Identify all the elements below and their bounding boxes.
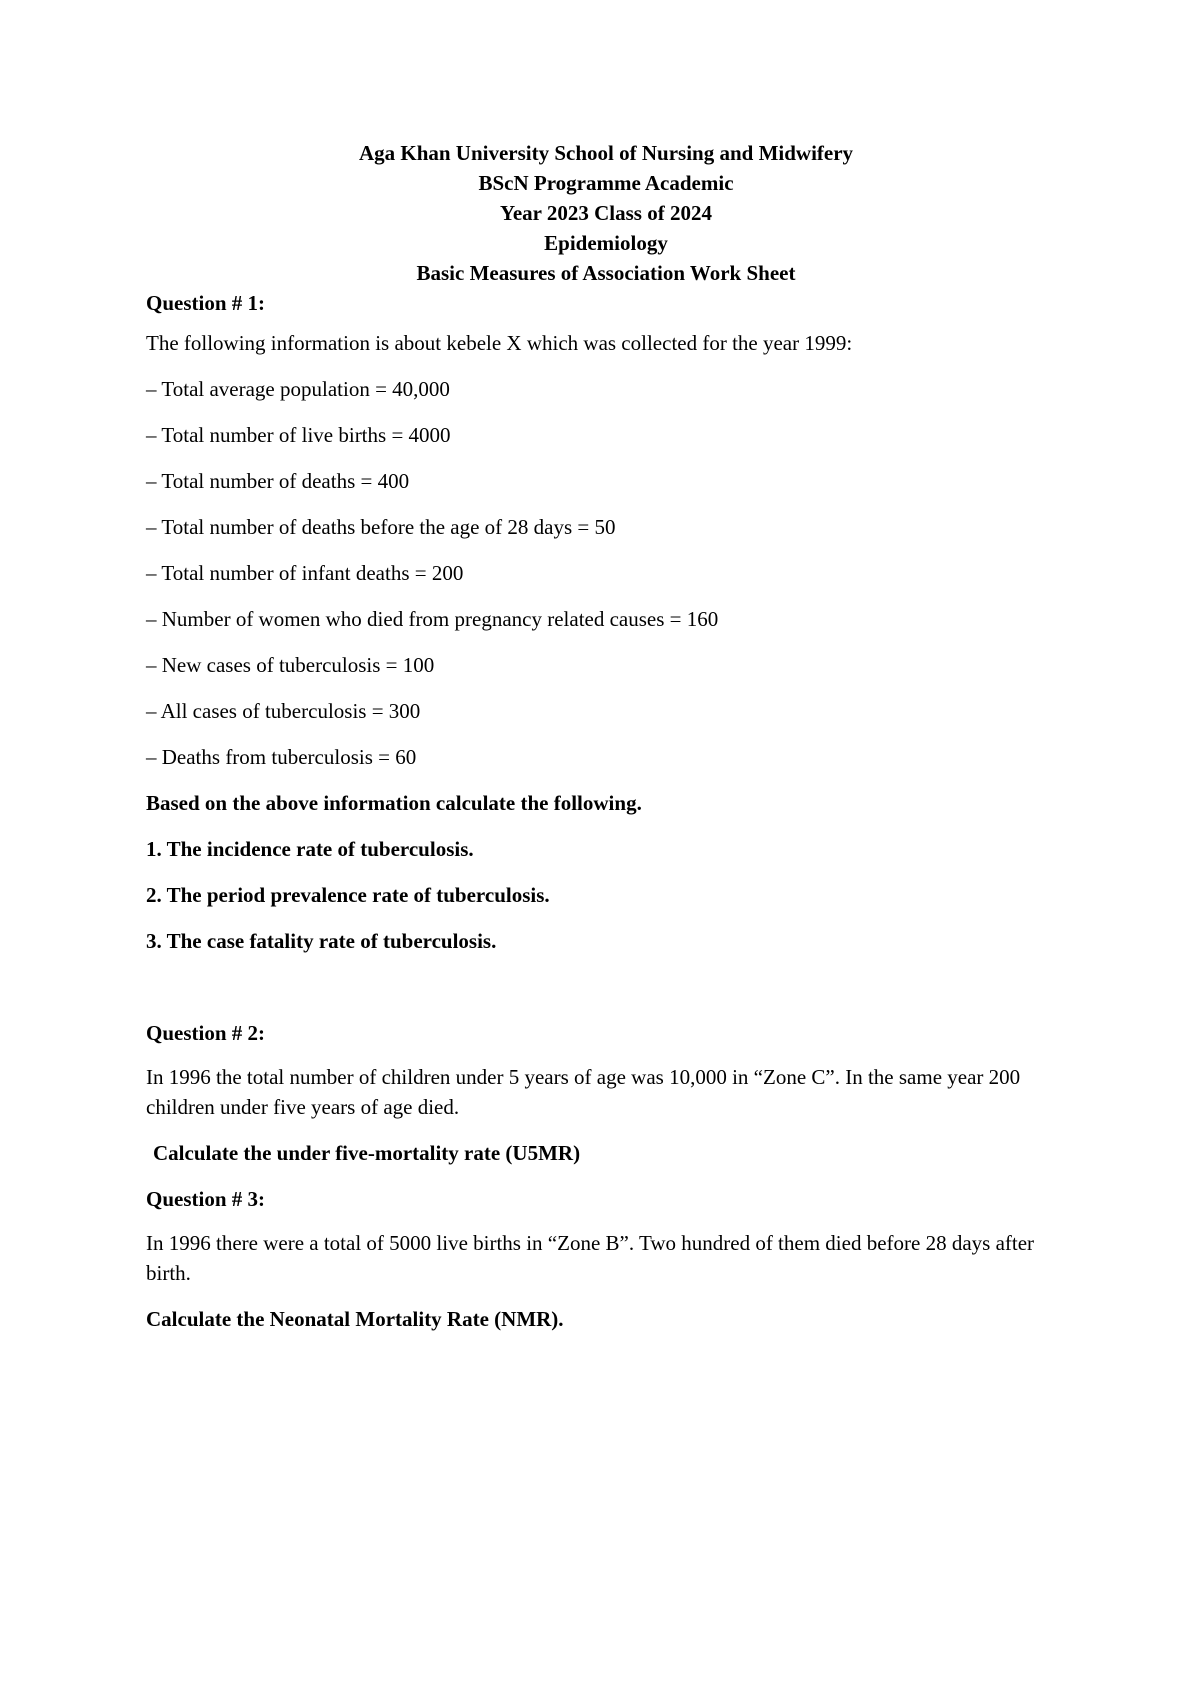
- question-3: [146, 1184, 1066, 1334]
- list-item: – Total number of live births = 4000: [146, 423, 451, 447]
- question-2: [146, 1018, 1066, 1168]
- question-2-task: Calculate the under five-mortality rate (U5MR): [153, 1141, 581, 1165]
- document-header: [146, 138, 1066, 288]
- question-3-text: In 1996 there were a total of 5000 live births in “Zone B”. Two hundred of them died before 28 days after birth.: [146, 1231, 1035, 1285]
- year-class-title: Year 2023 Class of 2024: [500, 201, 712, 225]
- question-2-title: Question # 2:: [146, 1021, 266, 1045]
- list-item: – Total number of infant deaths = 200: [146, 561, 464, 585]
- question-1: [146, 288, 1066, 956]
- task-item: 1. The incidence rate of tuberculosis.: [146, 837, 474, 861]
- question-1-instruction: Based on the above information calculate the following.: [146, 791, 642, 815]
- question-3-task: Calculate the Neonatal Mortality Rate (NMR).: [146, 1307, 564, 1331]
- list-item: – All cases of tuberculosis = 300: [146, 699, 421, 723]
- question-2-text: In 1996 the total number of children under 5 years of age was 10,000 in “Zone C”. In the same year 200 children under five years of age died.: [146, 1065, 1021, 1119]
- programme-title: BScN Programme Academic: [478, 171, 734, 195]
- question-1-intro: The following information is about kebele X which was collected for the year 1999:: [146, 331, 853, 355]
- list-item: – Number of women who died from pregnancy related causes = 160: [146, 607, 719, 631]
- list-item: – Total number of deaths before the age of 28 days = 50: [146, 515, 616, 539]
- question-3-title: Question # 3:: [146, 1187, 266, 1211]
- institution-title: Aga Khan University School of Nursing and Midwifery: [358, 141, 854, 165]
- question-1-title: Question # 1:: [146, 291, 266, 315]
- task-item: 2. The period prevalence rate of tuberculosis.: [146, 883, 550, 907]
- list-item: – Total average population = 40,000: [146, 377, 450, 401]
- list-item: – Deaths from tuberculosis = 60: [146, 745, 417, 769]
- course-title: Epidemiology: [544, 231, 668, 255]
- worksheet-title: Basic Measures of Association Work Sheet: [416, 261, 796, 285]
- list-item: – New cases of tuberculosis = 100: [146, 653, 435, 677]
- worksheet-page: [146, 138, 1066, 1350]
- task-item: 3. The case fatality rate of tuberculosis.: [146, 929, 497, 953]
- section-spacer: [146, 972, 1066, 1018]
- question-1-data-list: [146, 374, 1066, 772]
- question-1-task-list: [146, 834, 1066, 956]
- list-item: – Total number of deaths = 400: [146, 469, 410, 493]
